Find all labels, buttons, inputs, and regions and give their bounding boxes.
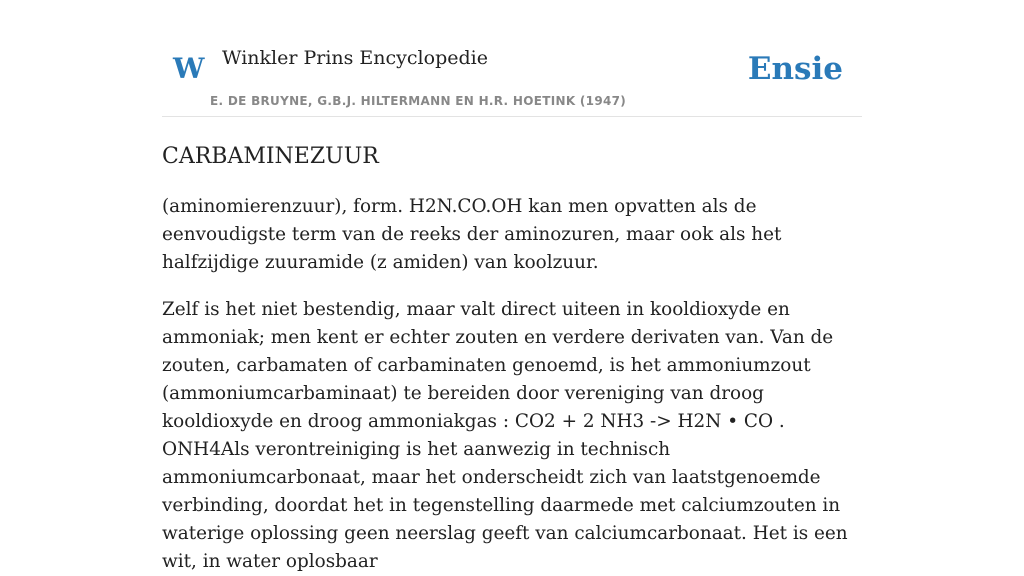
site-header [162, 0, 862, 117]
entry-title: CARBAMINEZUUR [162, 144, 379, 169]
site-logo[interactable]: W [173, 52, 205, 85]
paragraph: Zelf is het niet bestendig, maar valt direct uiteen in kooldioxyde en ammoniak; men kent er echter zouten en verdere derivaten van. Van de zouten, carbamaten of carbaminaten genoemd, is het ammoniumzout (ammoniumcarbaminaat) te bereiden door vereniging van droog kooldioxyde en droog ammoniakgas : CO2 + 2 NH3 -> H2N • CO . ONH4Als verontreiniging is het aanwezig in technisch ammoniumcarbonaat, maar het onderscheidt zich van laatstgenoemde verbinding, doordat het in tegenstelling daarmede met calciumzouten in waterige oplossing geen neerslag geeft van calciumcarbonaat. Het is een wit, in water oplosbaar [162, 299, 848, 572]
brand-link[interactable]: Ensie [747, 51, 843, 87]
authors-line: E. DE BRUYNE, G.B.J. HILTERMANN EN H.R. HOETINK (1947) [210, 94, 627, 108]
paragraph: (aminomierenzuur), form. H2N.CO.OH kan men opvatten als de eenvoudigste term van de reeks der aminozuren, maar ook als het halfzijdige zuuramide (z amiden) van koolzuur. [162, 196, 782, 273]
article [162, 143, 862, 576]
site-title: Winkler Prins Encyclopedie [222, 47, 488, 69]
page [162, 0, 862, 572]
